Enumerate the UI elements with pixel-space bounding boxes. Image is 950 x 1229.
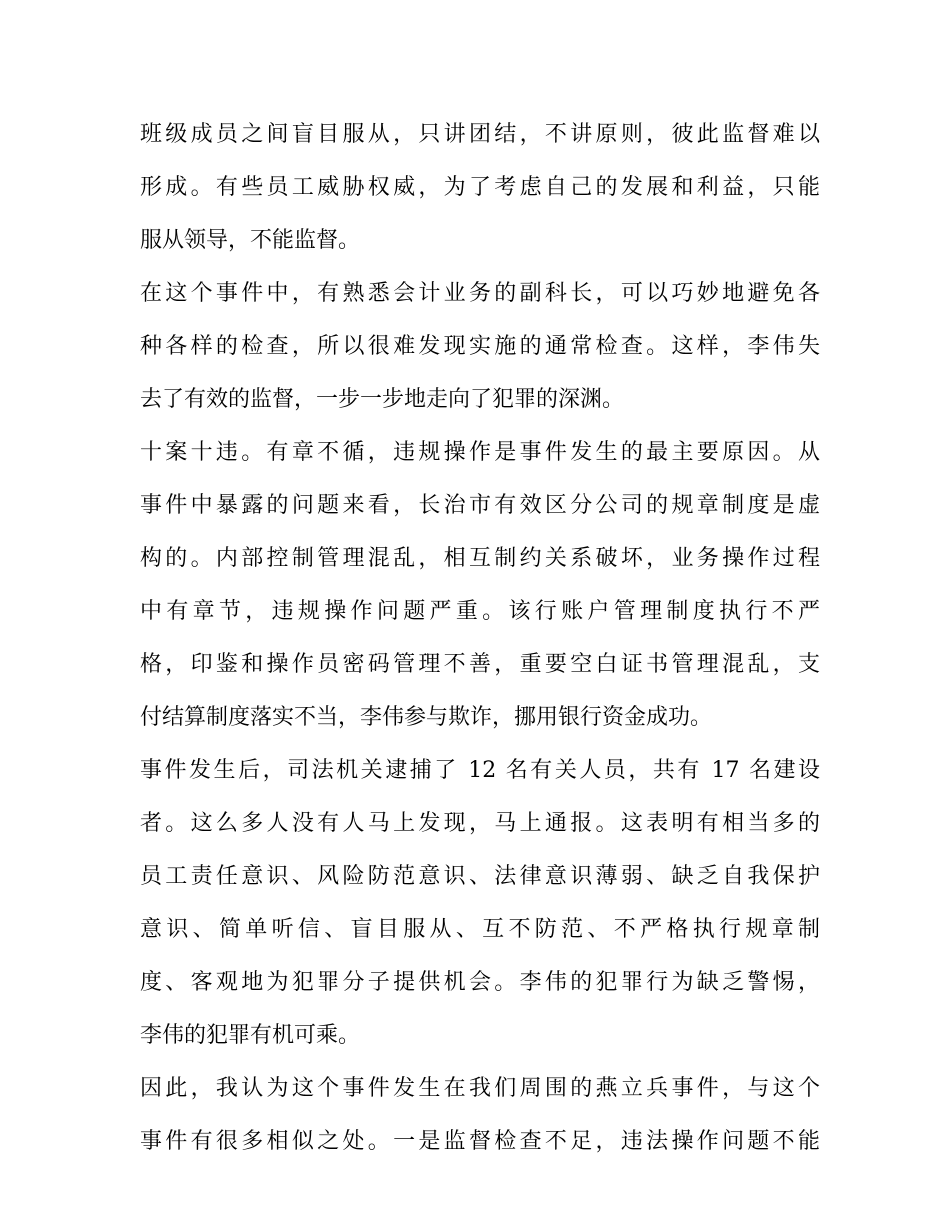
text-line: 班级成员之间盲目服从，只讲团结，不讲原则，彼此监督难以	[140, 122, 820, 147]
text-line: 形成。有些员工威胁权威，为了考虑自己的发展和利益，只能	[140, 175, 820, 200]
text-line: 李伟的犯罪有机可乘。	[140, 1023, 361, 1048]
text-line: 十案十违。有章不循，违规操作是事件发生的最主要原因。从	[140, 440, 820, 465]
text-line: 中有章节，违规操作问题严重。该行账户管理制度执行不严	[140, 599, 820, 624]
text-line: 事件中暴露的问题来看，长治市有效区分公司的规章制度是虚	[140, 493, 820, 518]
text-line: 格，印鉴和操作员密码管理不善，重要空白证书管理混乱，支	[140, 652, 820, 677]
body-text	[140, 108, 820, 1168]
text-line: 度、客观地为犯罪分子提供机会。李伟的犯罪行为缺乏警惕，	[140, 970, 820, 995]
text-line: 种各样的检查，所以很难发现实施的通常检查。这样，李伟失	[140, 334, 820, 359]
text-line: 去了有效的监督，一步一步地走向了犯罪的深渊。	[140, 387, 625, 412]
text-line: 因此，我认为这个事件发生在我们周围的燕立兵事件，与这个	[140, 1076, 820, 1101]
text-line: 付结算制度落实不当，李伟参与欺诈，挪用银行资金成功。	[140, 705, 713, 730]
text-line: 意识、简单听信、盲目服从、互不防范、不严格执行规章制	[140, 917, 820, 942]
text-line: 构的。内部控制管理混乱，相互制约关系破坏，业务操作过程	[140, 546, 820, 571]
text-line: 在这个事件中，有熟悉会计业务的副科长，可以巧妙地避免各	[140, 281, 820, 306]
text-line: 事件有很多相似之处。一是监督检查不足，违法操作问题不能	[140, 1129, 820, 1154]
text-line: 服从领导，不能监督。	[140, 228, 361, 253]
text-line: 员工责任意识、风险防范意识、法律意识薄弱、缺乏自我保护	[140, 864, 820, 889]
text-line: 者。这么多人没有人马上发现，马上通报。这表明有相当多的	[140, 811, 820, 836]
text-line: 事件发生后，司法机关逮捕了 12 名有关人员，共有 17 名建设	[140, 758, 820, 783]
